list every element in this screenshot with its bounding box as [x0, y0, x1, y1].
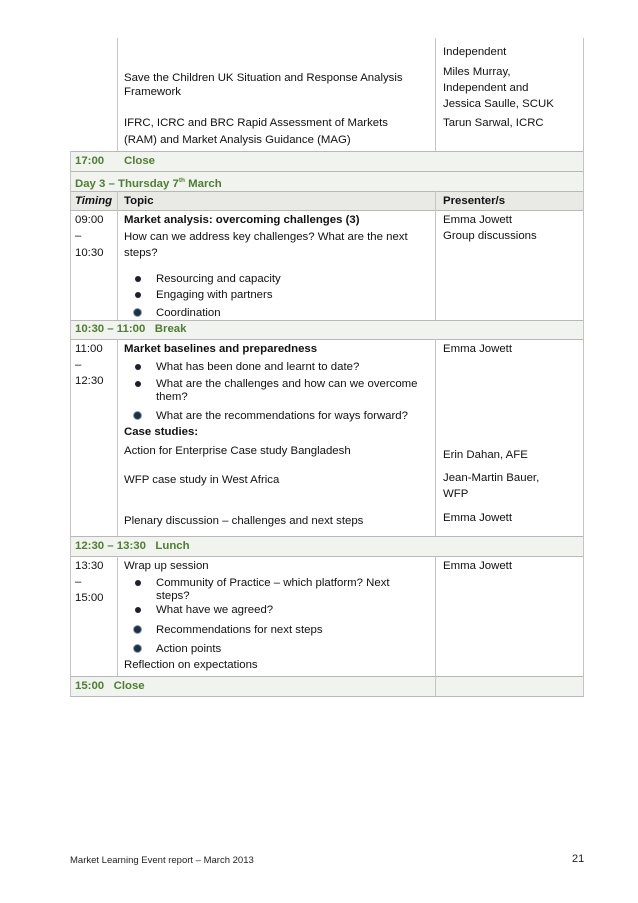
col-divider [435, 339, 436, 536]
s1-bullet: Resourcing and capacity [156, 273, 281, 285]
rule [70, 556, 584, 557]
s1-time: – [75, 230, 82, 242]
presenter-stc: Miles Murray, [443, 66, 511, 78]
day3-title: Day 3 – Thursday 7th March [75, 177, 222, 190]
s3-presenter: Emma Jowett [443, 560, 512, 572]
s2-case-title: Case studies: [124, 426, 199, 438]
s3-closing: Reflection on expectations [124, 659, 258, 671]
s2-presenter: Emma Jowett [443, 512, 512, 524]
table-left-border [70, 151, 71, 696]
col-divider [117, 339, 118, 536]
header-timing: Timing [75, 195, 113, 207]
s3-bullet: What have we agreed? [156, 604, 274, 616]
rule [70, 320, 584, 321]
col-divider [435, 191, 436, 320]
s2-presenter: Jean-Martin Bauer, [443, 472, 540, 484]
s3-bullet: Community of Practice – which platform? Next [156, 577, 390, 589]
bullet-icon [135, 580, 141, 586]
s2-plenary: Plenary discussion – challenges and next steps [124, 515, 364, 527]
bullet-icon [134, 309, 141, 316]
s2-title: Market baselines and preparedness [124, 343, 318, 355]
topic-ifrc: IFRC, ICRC and BRC Rapid Assessment of Markets [124, 117, 388, 129]
rule [70, 339, 584, 340]
s2-bullet: What are the recommendations for ways forward? [156, 410, 408, 422]
s2-presenter: WFP [443, 488, 469, 500]
close-label: Close [124, 155, 156, 167]
presenter-independent: Independent [443, 46, 507, 58]
s2-time: 12:30 [75, 375, 104, 387]
bullet-icon [134, 412, 141, 419]
bullet-icon [135, 364, 141, 370]
s2-bullet: them? [156, 391, 188, 403]
topic-stc: Framework [124, 86, 181, 98]
topic-ifrc: (RAM) and Market Analysis Guidance (MAG) [124, 134, 351, 146]
bullet-icon [134, 645, 141, 652]
presenter-stc: Independent and [443, 82, 529, 94]
close-time: 17:00 [75, 155, 105, 167]
col-divider [117, 38, 118, 151]
col-divider [435, 556, 436, 676]
presenter-stc: Jessica Saulle, SCUK [443, 98, 554, 110]
lunch-label: 12:30 – 13:30 Lunch [75, 540, 190, 552]
s1-desc: How can we address key challenges? What are the next [124, 231, 408, 243]
rule [70, 210, 584, 211]
topic-stc: Save the Children UK Situation and Response Analysis [124, 72, 403, 84]
col-divider [435, 676, 436, 696]
s2-case: Action for Enterprise Case study Bangladesh [124, 445, 351, 457]
s1-time: 09:00 [75, 214, 104, 226]
bullet-icon [135, 607, 141, 613]
s1-bullet: Engaging with partners [156, 289, 273, 301]
bullet-icon [135, 276, 141, 282]
col-divider [117, 556, 118, 676]
col-divider [435, 38, 436, 151]
page-number: 21 [572, 853, 585, 865]
col-divider [117, 191, 118, 320]
presenter-ifrc: Tarun Sarwal, ICRC [443, 117, 544, 129]
bullet-icon [135, 381, 141, 387]
bullet-icon [135, 292, 141, 298]
s3-bullet: steps? [156, 590, 190, 602]
table-right-border [583, 151, 584, 696]
s1-title: Market analysis: overcoming challenges (3) [124, 214, 360, 226]
s2-presenter: Emma Jowett [443, 343, 512, 355]
s3-title: Wrap up session [124, 560, 209, 572]
s2-time: 11:00 [75, 343, 103, 355]
header-presenter: Presenter/s [443, 195, 506, 207]
s3-time: 15:00 [75, 592, 104, 604]
break-label: 10:30 – 11:00 Break [75, 323, 187, 335]
footer-title: Market Learning Event report – March 2013 [70, 855, 254, 866]
s3-time: – [75, 576, 82, 588]
s1-time: 10:30 [75, 247, 104, 259]
col-divider [583, 38, 584, 151]
s3-bullet: Recommendations for next steps [156, 624, 323, 636]
s1-presenter: Group discussions [443, 230, 537, 242]
rule [70, 536, 584, 537]
s2-time: – [75, 359, 82, 371]
s3-time: 13:30 [75, 560, 104, 572]
s3-bullet: Action points [156, 643, 222, 655]
s1-presenter: Emma Jowett [443, 214, 512, 226]
rule [70, 191, 584, 192]
s1-bullet: Coordination [156, 307, 221, 319]
rule [70, 676, 584, 677]
close2-row-band [70, 676, 584, 696]
s2-bullet: What has been done and learnt to date? [156, 361, 360, 373]
s2-presenter: Erin Dahan, AFE [443, 449, 528, 461]
s1-desc: steps? [124, 247, 158, 259]
header-topic: Topic [124, 195, 154, 207]
s2-bullet: What are the challenges and how can we overcome [156, 378, 418, 390]
rule [70, 171, 584, 172]
rule [70, 151, 584, 152]
rule [70, 696, 584, 697]
bullet-icon [134, 626, 141, 633]
s2-case: WFP case study in West Africa [124, 474, 280, 486]
close2-label: 15:00 Close [75, 680, 145, 692]
